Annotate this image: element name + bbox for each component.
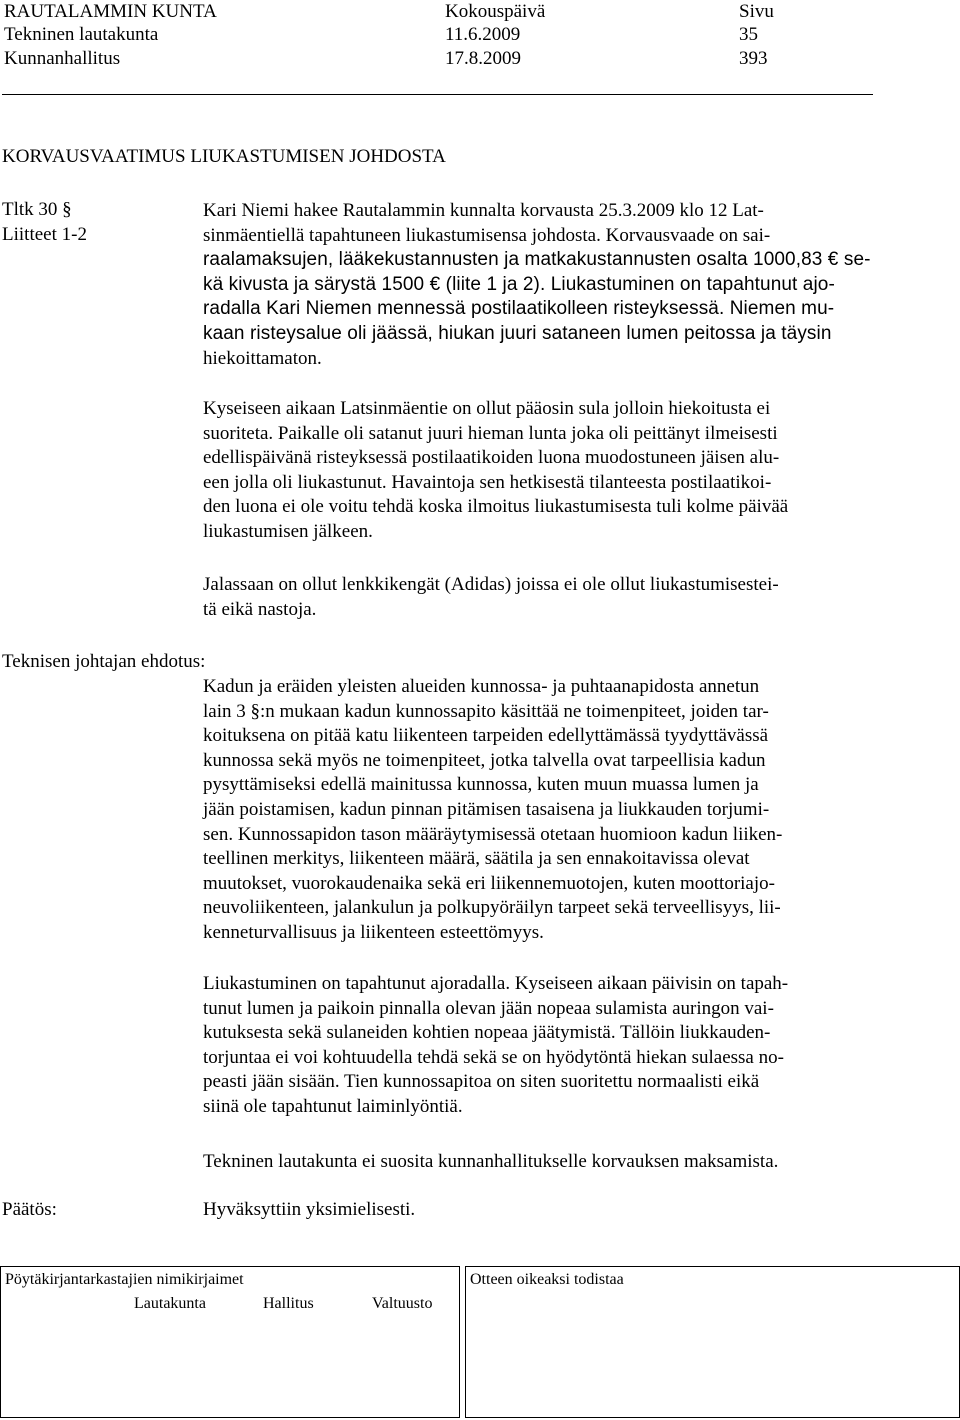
text-line: siinä ole tapahtunut laiminlyöntiä. [203, 1095, 463, 1117]
municipality-name: RAUTALAMMIN KUNTA [4, 1, 217, 22]
text-line: torjuntaa ei voi kohtuudella tehdä sekä se on hyödytöntä hiekan sulaessa no- [203, 1046, 784, 1068]
text-line: Jalassaan on ollut lenkkikengät (Adidas) joissa ei ole ollut liukastumisestei- [203, 574, 779, 595]
text-line: kutuksesta sekä sulaneiden kohtien nopeaa jäätymistä. Tällöin liukkauden- [203, 1022, 771, 1044]
meeting-date-label: Kokouspäivä [445, 1, 546, 22]
text-line: kenneturvallisuus ja liikenteen esteettömyys. [203, 921, 544, 943]
initials-label: Pöytäkirjantarkastajien nimikirjaimet [5, 1271, 244, 1288]
paragraph-6: Tekninen lautakunta ei suosita kunnanhallitukselle korvauksen maksamista. [203, 1151, 779, 1172]
document-title: KORVAUSVAATIMUS LIUKASTUMISEN JOHDOSTA [2, 146, 446, 167]
text-line: muutokset, vuorokaudenaika sekä eri liikennemuotojen, kuten moottoriajo- [203, 872, 775, 894]
column-lautakunta: Lautakunta [134, 1295, 206, 1312]
text-line: hiekoittamaton. [203, 347, 322, 369]
decision-text: Hyväksyttiin yksimielisesti. [203, 1199, 416, 1220]
text-line: Kadun ja eräiden yleisten alueiden kunnossa- ja puhtaanapidosta annetun [203, 676, 760, 697]
paragraph-4 [203, 675, 875, 946]
paragraph-2 [203, 397, 875, 545]
text-line: lain 3 §:n mukaan kadun kunnossapito käsittää ne toimenpiteet, joiden tar- [203, 700, 769, 722]
header-date-2: 17.8.2009 [445, 48, 521, 69]
text-line: tä eikä nastoja. [203, 598, 317, 620]
text-line: Liukastuminen on tapahtunut ajoradalla. Kyseiseen aikaan päivisin on tapah- [203, 973, 789, 994]
text-line: peasti jään sisään. Tien kunnossapitoa on siten suoritettu normaalisti eikä [203, 1071, 760, 1093]
paragraph-1 [203, 199, 875, 371]
column-valtuusto: Valtuusto [372, 1295, 433, 1312]
text-line: suoriteta. Paikalle oli satanut juuri hieman lunta joka oli peittänyt ilmeisesti [203, 422, 778, 444]
text-line: edellispäivänä risteyksessä postilaatikoiden luona muodostuneen jäisen alu- [203, 447, 780, 469]
text-line: koituksena on pitää katu liikenteen tarpeiden edellyttämässä tyydyttävässä [203, 725, 769, 747]
item-number: Tltk 30 § [2, 199, 72, 220]
certified-copy-label: Otteen oikeaksi todistaa [470, 1271, 624, 1288]
header-page-2: 393 [739, 48, 768, 69]
paragraph-5 [203, 972, 875, 1120]
header-date-1: 11.6.2009 [445, 24, 521, 45]
text-line: raalamaksujen, lääkekustannusten ja matkakustannusten osalta 1000,83 € se- [203, 249, 871, 271]
column-hallitus: Hallitus [263, 1295, 314, 1312]
text-line: sinmäentiellä tapahtuneen liukastumisensa johdosta. Korvausvaade on sai- [203, 224, 771, 246]
text-line: den luona ei ole voitu tehdä koska ilmoitus liukastumisesta tuli kolme päivää [203, 496, 789, 518]
initials-box [0, 1266, 460, 1418]
attachments-label: Liitteet 1-2 [2, 224, 87, 245]
text-line: kä kivusta ja särystä 1500 € (liite 1 ja 2). Liukastuminen on tapahtunut ajo- [203, 273, 835, 295]
header-body-1: Tekninen lautakunta [4, 24, 159, 45]
text-line: teellinen merkitys, liikenteen määrä, säätila ja sen ennakoitavissa olevat [203, 848, 750, 870]
text-line: jään poistamisen, kadun pinnan pitämisen tasaisena ja liukkauden torjumi- [203, 798, 770, 820]
page-label: Sivu [739, 1, 774, 22]
header-rule [2, 94, 873, 95]
header-body-2: Kunnanhallitus [4, 48, 121, 69]
text-line: liukastumisen jälkeen. [203, 520, 373, 542]
text-line: Kyseiseen aikaan Latsinmäentie on ollut pääosin sula jolloin hiekoitusta ei [203, 398, 771, 419]
text-line: sen. Kunnossapidon tason määräytymisessä otetaan huomioon kadun liiken- [203, 823, 783, 845]
text-line: een jolla oli liukastunut. Havaintoja sen hetkisestä tilanteesta postilaatikoi- [203, 471, 772, 493]
text-line: radalla Kari Niemen mennessä postilaatikolleen risteyksessä. Niemen mu- [203, 298, 835, 320]
decision-label: Päätös: [2, 1199, 57, 1220]
text-line: neuvoliikenteen, jalankulun ja polkupyöräilyn tarpeet sekä terveellisyys, lii- [203, 897, 781, 919]
header-page-1: 35 [739, 24, 758, 45]
certified-copy-box [465, 1266, 960, 1418]
text-line: tunut lumen ja paikoin pinnalla olevan jään nopeaa sulamista auringon vai- [203, 997, 774, 1019]
text-line: pysyttämiseksi edellä mainitussa kunnossa, kuten muun muassa lumen ja [203, 774, 759, 796]
text-line: kunnossa sekä myös ne toimenpiteet, jotka talvella ovat tarpeellisia kadun [203, 749, 766, 771]
text-line: Kari Niemi hakee Rautalammin kunnalta korvausta 25.3.2009 klo 12 Lat- [203, 200, 764, 221]
paragraph-3 [203, 573, 875, 622]
proposal-label: Teknisen johtajan ehdotus: [2, 651, 206, 672]
text-line: kaan risteysalue oli jäässä, hiukan juuri sataneen lumen peitossa ja täysin [203, 322, 832, 344]
